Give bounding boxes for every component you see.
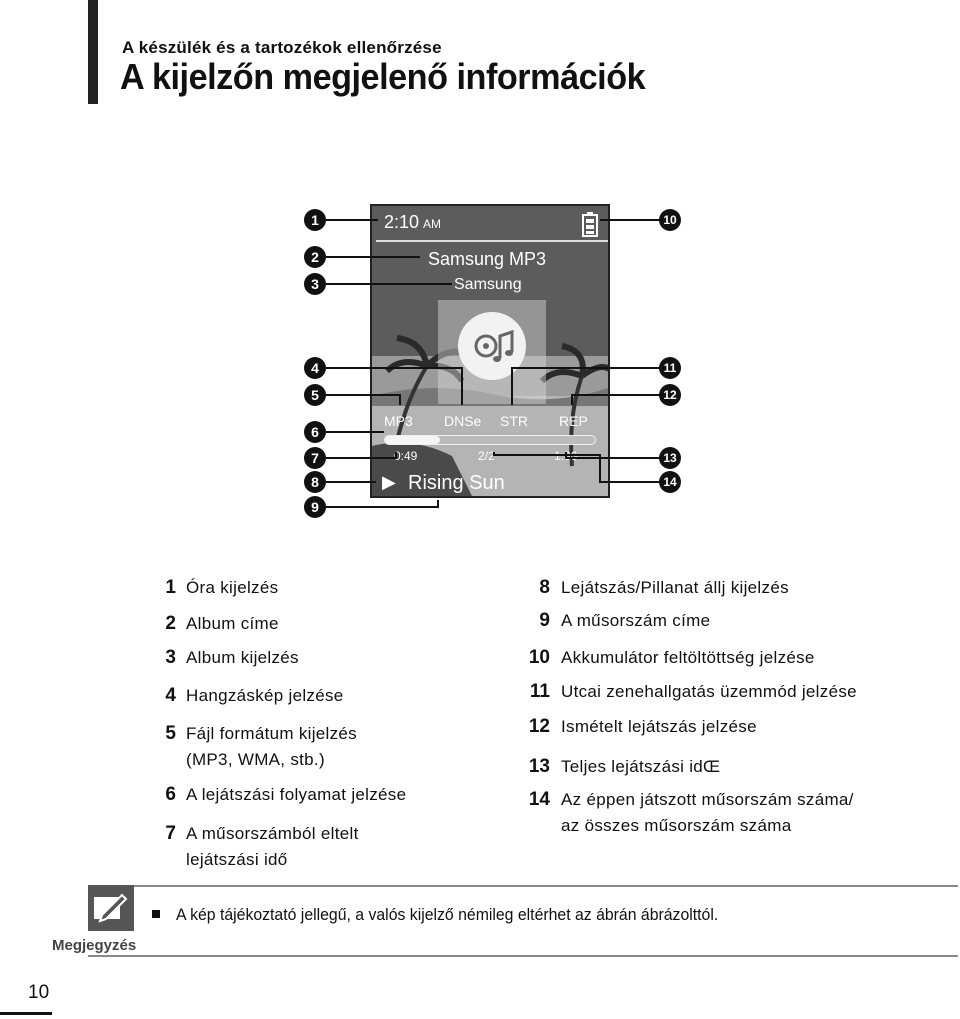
callout-3: 3: [304, 273, 326, 295]
note-bottom-rule: [88, 955, 958, 957]
callout-1: 1: [304, 209, 326, 231]
legend-num-7: 7: [165, 823, 176, 844]
clock-display: 2:10 AM: [384, 212, 442, 232]
callout-9: 9: [304, 496, 326, 518]
callout-4: 4: [304, 357, 326, 379]
legend-num-13: 13: [528, 756, 550, 777]
legend-text-13: Teljes lejátszási idŒ: [561, 757, 721, 776]
elapsed-time: 0:49: [394, 449, 418, 463]
note-text: A kép tájékoztató jellegű, a valós kijelző némileg eltérhet az ábrán ábrázolttól.: [176, 905, 719, 924]
total-time: 1:36: [554, 449, 578, 463]
callout-5: 5: [304, 384, 326, 406]
file-format-label: MP3: [384, 413, 413, 429]
page-number-rule: [0, 1012, 52, 1015]
track-title: Rising Sun: [408, 472, 505, 494]
page-title: A kijelzőn megjelenő információk: [120, 56, 646, 97]
repeat-label: REP: [559, 413, 588, 429]
legend-text-10: Akkumulátor feltöltöttség jelzése: [561, 648, 815, 667]
legend-num-1: 1: [165, 577, 176, 598]
page-number: 10: [28, 982, 50, 1003]
legend-num-5: 5: [165, 723, 176, 744]
legend-text-9: A műsorszám címe: [561, 611, 711, 630]
street-mode-label: STR: [500, 413, 528, 429]
legend-text-8: Lejátszás/Pillanat állj kijelzés: [561, 578, 789, 597]
track-counter: 2/2: [478, 449, 495, 463]
legend-text-5-line2: (MP3, WMA, stb.): [186, 750, 325, 769]
legend-num-14: 14: [528, 789, 550, 810]
legend-text-14-line2: az összes műsorszám száma: [561, 816, 792, 835]
callout-14: 14: [659, 471, 681, 493]
legend-text-11: Utcai zenehallgatás üzemmód jelzése: [561, 682, 857, 701]
legend-text-7: A műsorszámból eltelt: [186, 824, 359, 843]
note-bullet: [152, 910, 160, 918]
album-title: Samsung MP3: [428, 249, 547, 269]
legend-text-5: Fájl formátum kijelzés: [186, 724, 357, 743]
play-icon: ▶: [382, 472, 396, 492]
legend-text-7-line2: lejátszási idő: [186, 850, 288, 869]
callout-10: 10: [659, 209, 681, 231]
callout-13: 13: [659, 447, 681, 469]
legend-text-1: Óra kijelzés: [186, 578, 279, 597]
dnse-label: DNSe: [444, 413, 482, 429]
callout-11: 11: [659, 357, 681, 379]
legend-num-11: 11: [529, 681, 550, 702]
legend-text-6: A lejátszási folyamat jelzése: [186, 785, 407, 804]
legend-num-3: 3: [165, 647, 176, 668]
legend-num-6: 6: [165, 784, 176, 805]
legend-num-9: 9: [539, 610, 550, 631]
callout-6: 6: [304, 421, 326, 443]
callout-12: 12: [659, 384, 681, 406]
note-top-rule: [88, 885, 958, 887]
callout-7: 7: [304, 447, 326, 469]
legend-text-12: Ismételt lejátszás jelzése: [561, 717, 757, 736]
legend-text-4: Hangzáskép jelzése: [186, 686, 344, 705]
legend-text-2: Album címe: [186, 614, 279, 633]
callout-8: 8: [304, 471, 326, 493]
album-artist: Samsung: [454, 276, 522, 293]
pencil-icon: [88, 885, 134, 931]
legend-num-12: 12: [528, 716, 550, 737]
legend-num-10: 10: [528, 647, 550, 668]
legend-num-2: 2: [165, 613, 176, 634]
callout-2: 2: [304, 246, 326, 268]
note-label: Megjegyzés: [52, 937, 137, 954]
legend-num-8: 8: [539, 577, 550, 598]
section-subtitle: A készülék és a tartozékok ellenőrzése: [122, 38, 442, 57]
legend-text-14: Az éppen játszott műsorszám száma/: [561, 790, 854, 809]
legend-text-3: Album kijelzés: [186, 648, 299, 667]
legend-num-4: 4: [165, 685, 176, 706]
